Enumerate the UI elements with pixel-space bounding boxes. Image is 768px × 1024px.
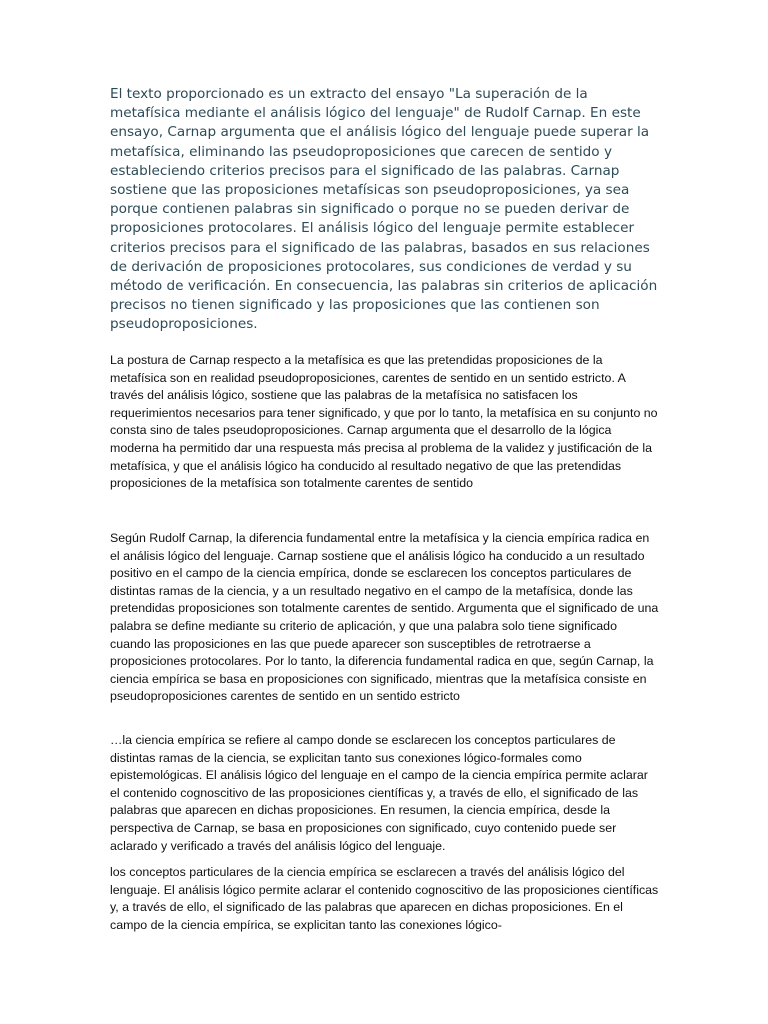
intro-paragraph: El texto proporcionado es un extracto del ensayo "La superación de la metafísica mediante el análisis lógico del lenguaje" de Rudolf Carnap. En este ensayo, Carnap argumenta que el análisis lógico del lenguaje puede superar la metafísica, eliminando las pseudoproposiciones que carecen de sentido y estableciendo criterios precisos para el significado de las palabras. Carnap sostiene que las proposiciones metafísicas son pseudoproposiciones, ya sea porque contienen palabras sin significado o porque no se pueden derivar de proposiciones protocolares. El análisis lógico del lenguaje permite establecer criterios precisos para el significado de las palabras, basados en sus relaciones de derivación de proposiciones protocolares, sus condiciones de verdad y su método de verificación. En consecuencia, las palabras sin criterios de aplicación precisos no tienen significado y las proposiciones que las contienen son pseudoproposiciones. — [110, 86, 658, 333]
body-paragraph-particular-concepts: los conceptos particulares de la ciencia empírica se esclarecen a través del análisis lógico del lenguaje. El análisis lógico permite aclarar el contenido cognoscitivo de las proposiciones científicas y, a través de ello, el significado de las palabras que aparecen en dichas proposiciones. En el campo de la ciencia empírica, se explicitan tanto las conexiones lógico- — [110, 865, 659, 932]
body-paragraph-fundamental-difference: Según Rudolf Carnap, la diferencia fundamental entre la metafísica y la ciencia empírica radica en el análisis lógico del lenguaje. Carnap sostiene que el análisis lógico ha conducido a un resultado positivo en el campo de la ciencia empírica, donde se esclarecen los conceptos particulares de distintas ramas de la ciencia, y a un resultado negativo en el campo de la metafísica, donde las pretendidas proposiciones son totalmente carentes de sentido. Argumenta que el significado de una palabra se define mediante su criterio de aplicación, y que una palabra solo tiene significado cuando las proposiciones en las que puede aparecer son susceptibles de retrotraerse a proposiciones protocolares. Por lo tanto, la diferencia fundamental radica en que, según Carnap, la ciencia empírica se basa en proposiciones con significado, mientras que la metafísica consiste en pseudoproposiciones carentes de sentido en un sentido estricto — [110, 531, 659, 704]
body-paragraph-empirical-science: …la ciencia empírica se refiere al campo donde se esclarecen los conceptos particulares de distintas ramas de la ciencia, se explicitan tanto sus conexiones lógico-formales como epistemológicas. El análisis lógico del lenguaje en el campo de la ciencia empírica permite aclarar el contenido cognoscitivo de las proposiciones científicas y, a través de ello, el significado de las palabras que aparecen en dichas proposiciones. En resumen, la ciencia empírica, desde la perspectiva de Carnap, se basa en proposiciones con significado, cuyo contenido puede ser aclarado y verificado a través del análisis lógico del lenguaje. — [110, 733, 648, 853]
body-paragraph-metaphysics-stance: La postura de Carnap respecto a la metafísica es que las pretendidas proposiciones de la metafísica son en realidad pseudoproposiciones, carentes de sentido en un sentido estricto. A través del análisis lógico, sostiene que las palabras de la metafísica no satisfacen los requerimientos necesarios para tener significado, y que por lo tanto, la metafísica en su conjunto no consta sino de tales pseudoproposiciones. Carnap argumenta que el desarrollo de la lógica moderna ha permitido dar una respuesta más precisa al problema de la validez y justificación de la metafísica, y que el análisis lógico ha conducido al resultado negativo de que las pretendidas proposiciones de la metafísica son totalmente carentes de sentido — [110, 353, 658, 491]
